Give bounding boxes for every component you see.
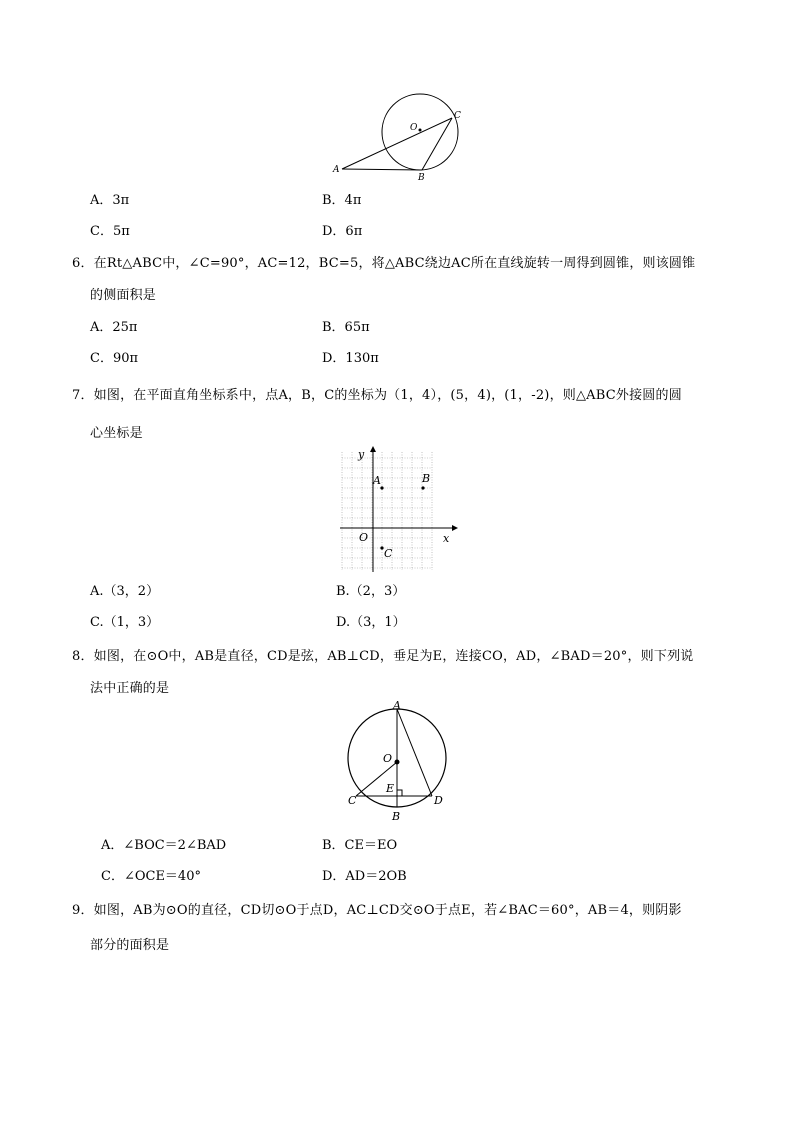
q7-stem-line2: 心坐标是	[90, 426, 143, 441]
q6-option-b[interactable]: B．65π	[322, 320, 370, 335]
q5-circle	[382, 94, 458, 170]
q7-label-c: C	[384, 547, 393, 560]
q8-label-o: O	[383, 752, 393, 765]
q8-right-angle-mark	[397, 790, 402, 796]
q8-stem-line2: 法中正确的是	[90, 681, 170, 696]
q8-label-e: E	[386, 782, 395, 795]
q7-option-d[interactable]: D.（3，1）	[336, 615, 406, 630]
q7-label-b: B	[422, 472, 431, 485]
q7-point-b	[421, 486, 424, 489]
q8-label-d: D	[434, 794, 443, 807]
q6-stem-line1: 6．在Rt△ABC中，∠C=90°，AC=12，BC=5，将△ABC绕边AC所在直线旋转一周得到圆锥，则该圆锥	[72, 256, 696, 271]
q8-label-b: B	[392, 810, 401, 823]
q7-figure	[336, 446, 460, 576]
q5-option-d[interactable]: D．6π	[322, 224, 363, 239]
q7-stem-line1: 7．如图，在平面直角坐标系中，点A，B，C的坐标为（1，4），(5，4)，(1，-2)，则△ABC外接圆的圆	[72, 388, 682, 403]
q9-stem-line1: 9．如图，AB为⊙O的直径，CD切⊙O于点D，AC⊥CD交⊙O于点E，若∠BAC＝60°，AB＝4，则阴影	[72, 903, 682, 918]
q8-option-d[interactable]: D．AD＝2OB	[322, 869, 407, 884]
q5-option-b[interactable]: B．4π	[322, 193, 362, 208]
q8-segment-ad	[397, 709, 432, 796]
q7-x-arrow	[452, 525, 458, 531]
q8-figure	[340, 700, 450, 826]
q8-stem-line1: 8．如图，在⊙O中，AB是直径，CD是弦，AB⊥CD，垂足为E，连接CO，AD，∠BAD＝20°，则下列说	[72, 649, 694, 664]
q7-option-a[interactable]: A.（3，2）	[90, 584, 160, 599]
q8-center-dot	[395, 760, 400, 765]
q8-option-b[interactable]: B．CE＝EO	[322, 838, 398, 853]
q7-y-arrow	[370, 446, 376, 452]
q5-figure	[330, 92, 470, 184]
q7-label-a: A	[373, 474, 381, 487]
q5-label-c: C	[454, 111, 461, 121]
q5-option-a[interactable]: A．3π	[90, 193, 130, 208]
q6-option-c[interactable]: C．90π	[90, 351, 139, 366]
q8-option-c[interactable]: C．∠OCE＝40°	[101, 869, 201, 884]
q6-stem-line2: 的侧面积是	[90, 288, 157, 303]
q5-label-b: B	[418, 173, 425, 183]
q5-line-bc	[422, 118, 452, 170]
q5-label-a: A	[333, 165, 340, 175]
q5-center-dot	[419, 129, 422, 132]
q8-option-a[interactable]: A．∠BOC＝2∠BAD	[101, 838, 227, 853]
q5-option-c[interactable]: C．5π	[90, 224, 130, 239]
q9-stem-line2: 部分的面积是	[90, 938, 170, 953]
q7-label-x: x	[443, 532, 450, 545]
q7-option-b[interactable]: B.（2，3）	[336, 584, 406, 599]
q7-label-y: y	[358, 448, 365, 461]
q6-option-d[interactable]: D．130π	[322, 351, 379, 366]
q8-label-c: C	[348, 794, 357, 807]
q7-label-o: O	[359, 531, 369, 544]
q8-label-a: A	[393, 700, 401, 712]
q6-option-a[interactable]: A．25π	[90, 320, 138, 335]
q5-label-o: O	[410, 123, 418, 133]
q7-option-c[interactable]: C.（1，3）	[90, 615, 160, 630]
q5-line-ac	[342, 118, 452, 169]
